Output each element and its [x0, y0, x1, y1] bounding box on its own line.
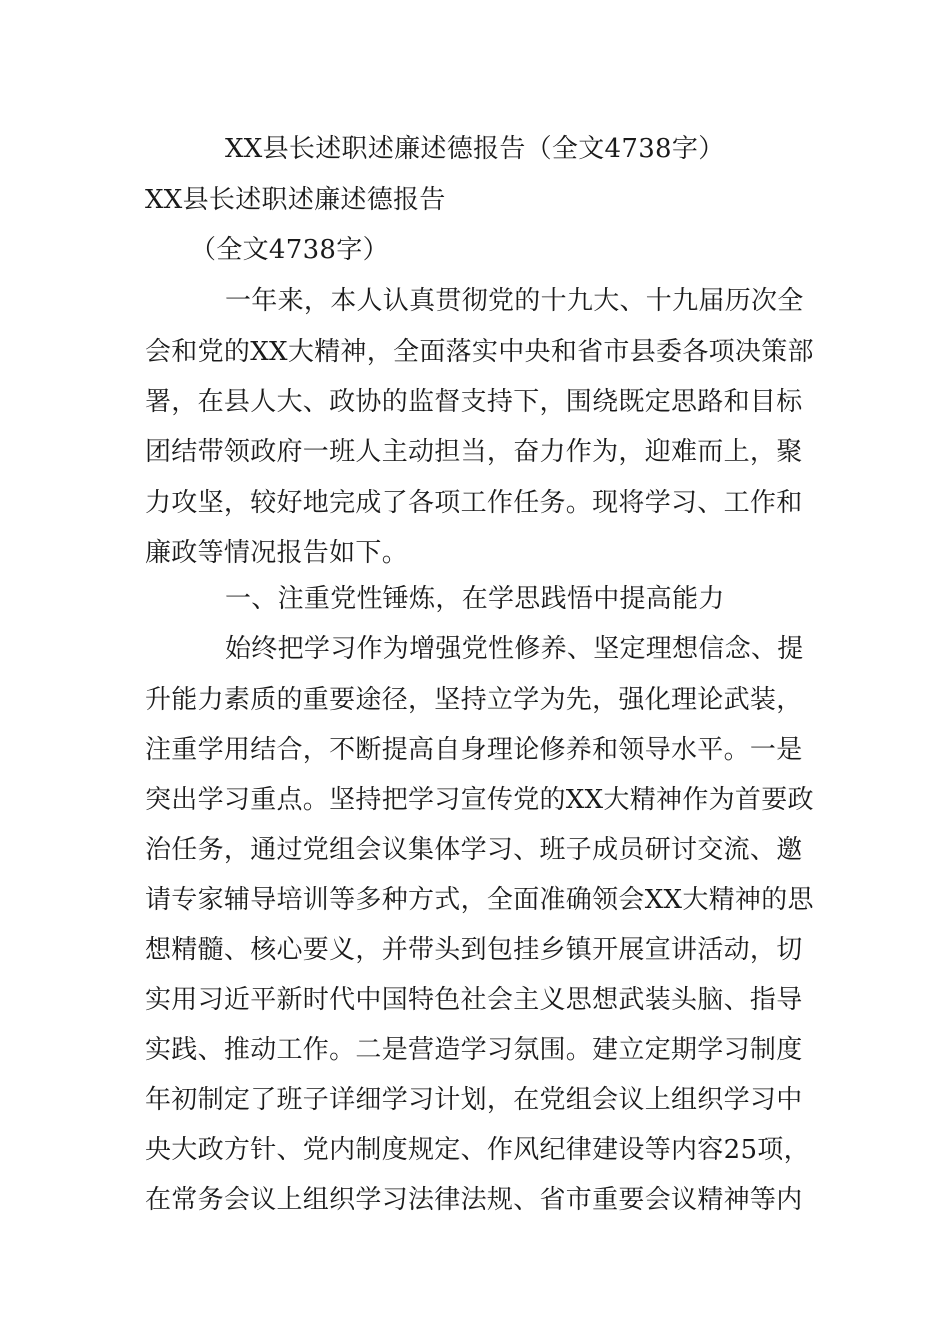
body-line-13: 请专家辅导培训等多种方式，全面准确领会XX大精神的思	[145, 885, 814, 915]
body-line-15: 实用习近平新时代中国特色社会主义思想武装头脑、指导	[145, 985, 803, 1015]
body-line-18: 央大政方针、党内制度规定、作风纪律建设等内容25项，	[145, 1135, 810, 1165]
body-line-9: 升能力素质的重要途径，坚持立学为先，强化理论武装，	[145, 685, 803, 715]
body-line-19: 在常务会议上组织学习法律法规、省市重要会议精神等内	[145, 1185, 803, 1215]
body-line-5: 力攻坚，较好地完成了各项工作任务。现将学习、工作和	[145, 488, 803, 518]
body-line-16: 实践、推动工作。二是营造学习氛围。建立定期学习制度	[145, 1035, 803, 1065]
body-line-17: 年初制定了班子详细学习计划，在党组会议上组织学习中	[145, 1085, 803, 1115]
body-line-14: 想精髓、核心要义，并带头到包挂乡镇开展宣讲活动，切	[145, 935, 803, 965]
body-line-8: 始终把学习作为增强党性修养、坚定理想信念、提	[225, 634, 804, 664]
document-title: XX县长述职述廉述德报告（全文4738字）	[225, 134, 725, 164]
document-subtitle: XX县长述职述廉述德报告	[145, 185, 446, 215]
body-line-11: 突出学习重点。坚持把学习宣传党的XX大精神作为首要政	[145, 785, 814, 815]
body-line-12: 治任务，通过党组会议集体学习、班子成员研讨交流、邀	[145, 835, 803, 865]
body-line-6: 廉政等情况报告如下。	[145, 538, 409, 568]
body-line-4: 团结带领政府一班人主动担当，奋力作为，迎难而上，聚	[145, 437, 803, 467]
body-line-3: 署，在县人大、政协的监督支持下，围绕既定思路和目标	[145, 387, 803, 417]
section-heading-1: 一、注重党性锤炼，在学思践悟中提高能力	[225, 584, 725, 614]
body-line-10: 注重学用结合，不断提高自身理论修养和领导水平。一是	[145, 735, 803, 765]
body-line-2: 会和党的XX大精神，全面落实中央和省市县委各项决策部	[145, 337, 814, 367]
body-line-1: 一年来，本人认真贯彻党的十九大、十九届历次全	[225, 286, 804, 316]
document-word-count: （全文4738字）	[190, 235, 389, 265]
